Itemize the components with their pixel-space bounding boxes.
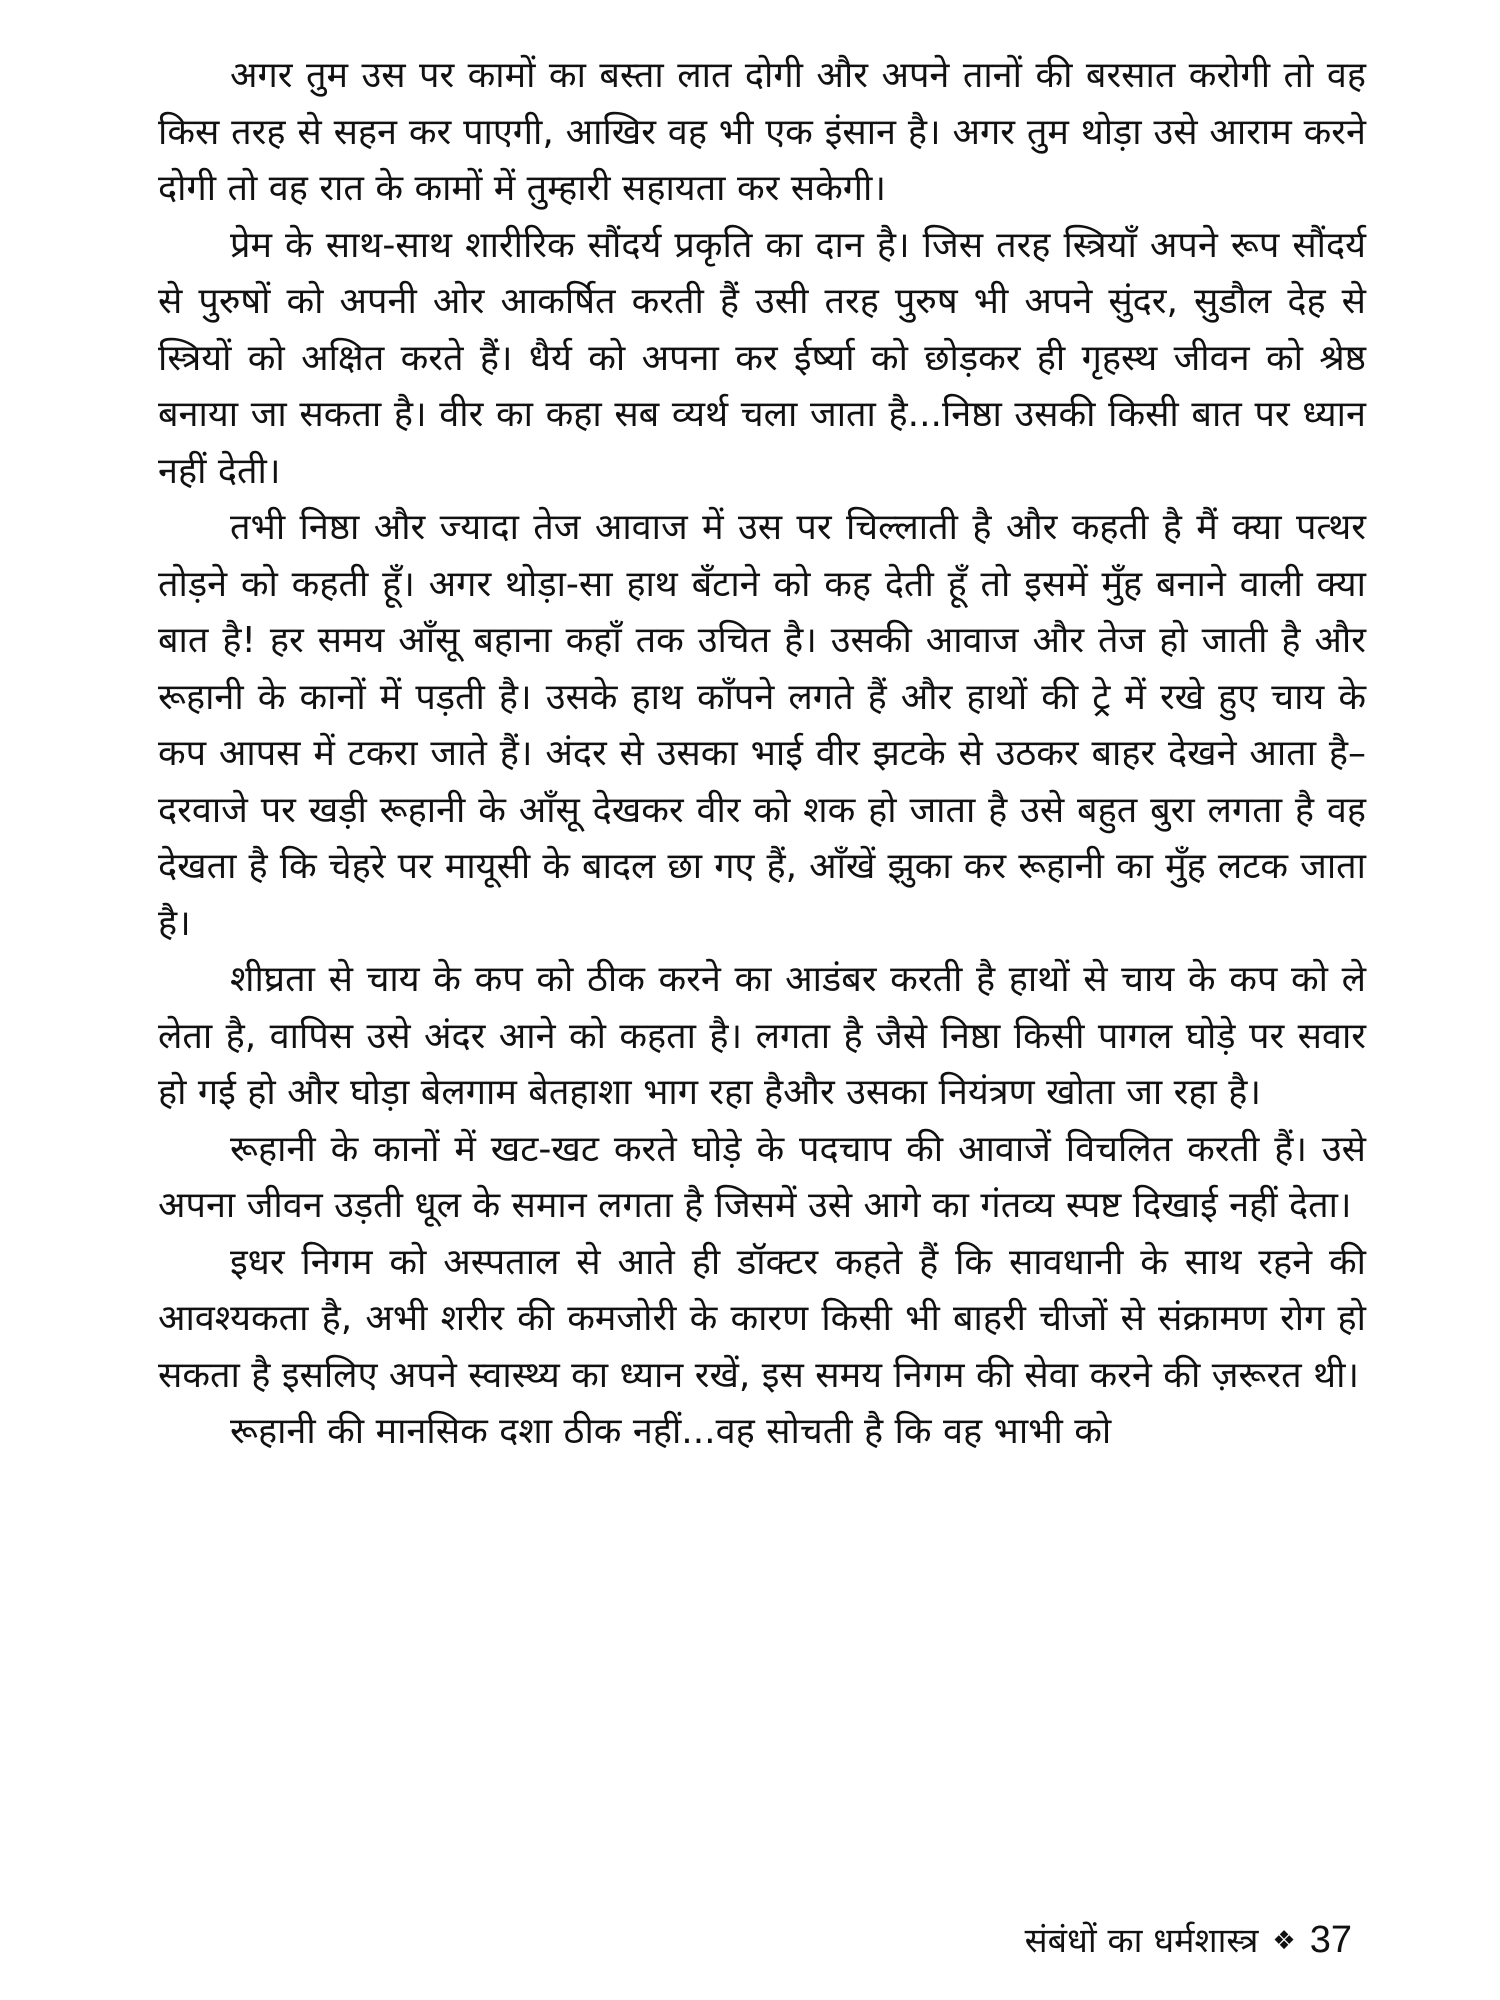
- page-footer: [1025, 1918, 1352, 1963]
- paragraph: रूहानी के कानों में खट-खट करते घोड़े के पदचाप की आवाजें विचलित करती हैं। उसे अपना जीवन उड़ती धूल के समान लगता है जिसमें उसे आगे का गंतव्य स्पष्ट दिखाई नहीं देता।: [158, 1128, 1366, 1226]
- paragraph: शीघ्रता से चाय के कप को ठीक करने का आडंबर करती है हाथों से चाय के कप को ले लेता है, वापिस उसे अंदर आने को कहता है। लगता है जैसे निष्ठा किसी पागल घोड़े पर सवार हो गई हो और घोड़ा बेलगाम बेतहाशा भाग रहा हैऔर उसका नियंत्रण खोता जा रहा है।: [158, 959, 1366, 1113]
- paragraph: अगर तुम उस पर कामों का बस्ता लात दोगी और अपने तानों की बरसात करोगी तो वह किस तरह से सहन कर पाएगी, आखिर वह भी एक इंसान है। अगर तुम थोड़ा उसे आराम करने दोगी तो वह रात के कामों में तुम्हारी सहायता कर सकेगी।: [158, 55, 1366, 209]
- page-number: 37: [1309, 1919, 1352, 1961]
- footer-book-title: संबंधों का धर्मशास्त्र: [1024, 1921, 1259, 1961]
- paragraph: प्रेम के साथ-साथ शारीरिक सौंदर्य प्रकृति का दान है। जिस तरह स्त्रियाँ अपने रूप सौंदर्य से पुरुषों को अपनी ओर आकर्षित करती हैं उसी तरह पुरुष भी अपने सुंदर, सुडौल देह से स्त्रियों को अक्षित करते हैं। धैर्य को अपना कर ईर्ष्या को छोड़कर ही गृहस्थ जीवन को श्रेष्ठ बनाया जा सकता है। वीर का कहा सब व्यर्थ चला जाता है...निष्ठा उसकी किसी बात पर ध्यान नहीं देती।: [158, 224, 1366, 492]
- paragraph: रूहानी की मानसिक दशा ठीक नहीं...वह सोचती है कि वह भाभी को: [230, 1411, 1112, 1452]
- paragraph: तभी निष्ठा और ज्यादा तेज आवाज में उस पर चिल्लाती है और कहती है मैं क्या पत्थर तोड़ने को कहती हूँ। अगर थोड़ा-सा हाथ बँटाने को कह देती हूँ तो इसमें मुँह बनाने वाली क्या बात है! हर समय आँसू बहाना कहाँ तक उचित है। उसकी आवाज और तेज हो जाती है और रूहानी के कानों में पड़ती है। उसके हाथ काँपने लगते हैं और हाथों की ट्रे में रखे हुए चाय के कप आपस में टकरा जाते हैं। अंदर से उसका भाई वीर झटके से उठकर बाहर देखने आता है– दरवाजे पर खड़ी रूहानी के आँसू देखकर वीर को शक हो जाता है उसे बहुत बुरा लगता है वह देखता है कि चेहरे पर मायूसी के बादल छा गए हैं, आँखें झुका कर रूहानी का मुँह लटक जाता है।: [158, 507, 1366, 944]
- paragraph: इधर निगम को अस्पताल से आते ही डॉक्टर कहते हैं कि सावधानी के साथ रहने की आवश्यकता है, अभी शरीर की कमजोरी के कारण किसी भी बाहरी चीजों से संक्रामण रोग हो सकता है इसलिए अपने स्वास्थ्य का ध्यान रखें, इस समय निगम की सेवा करने की ज़रूरत थी।: [158, 1241, 1366, 1396]
- ornament-icon: ❖: [1272, 1926, 1296, 1956]
- body-text: [158, 48, 1366, 1461]
